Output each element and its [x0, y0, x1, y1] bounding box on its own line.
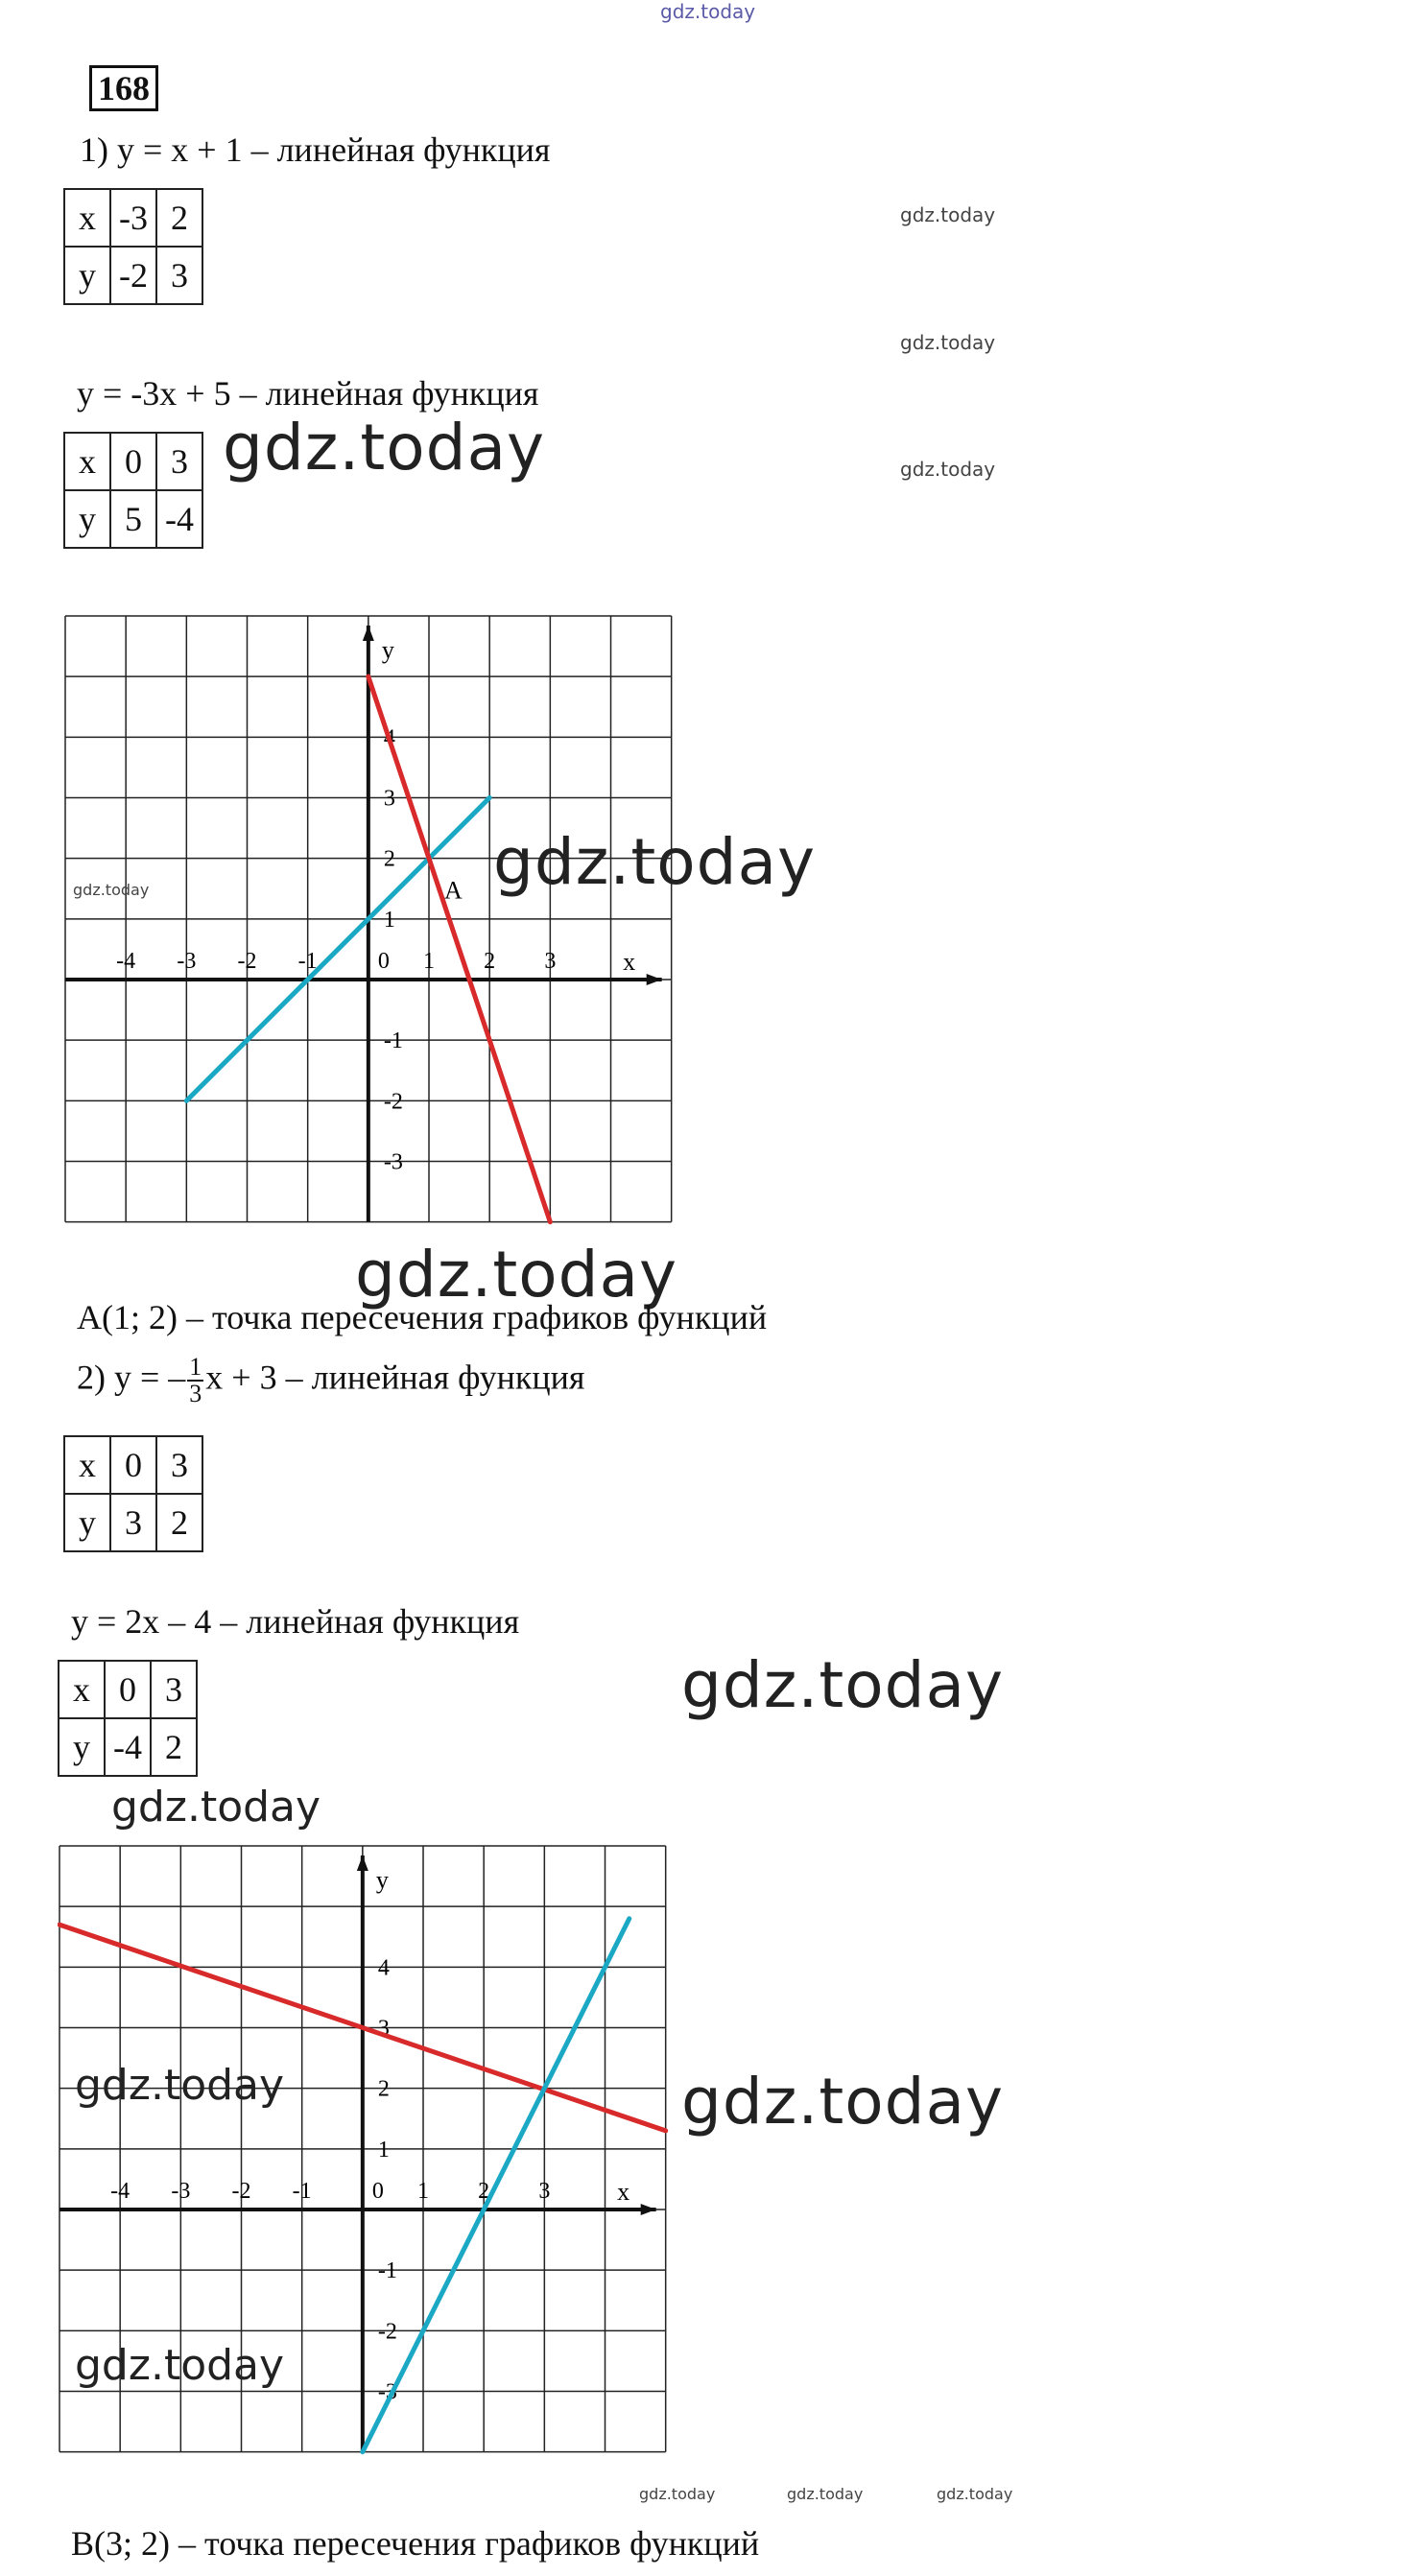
- x-tick-label: 0: [377, 949, 390, 975]
- x-tick-label: -2: [237, 949, 257, 975]
- watermark-small: gdz.today: [73, 881, 150, 899]
- table-cell: 0: [110, 1436, 156, 1494]
- x-tick-label: -3: [177, 949, 197, 975]
- x-tick-label: 0: [371, 2179, 384, 2205]
- table-cell: 3: [156, 1436, 202, 1494]
- table-cell: 3: [156, 247, 202, 304]
- y-tick-label: 2: [377, 2076, 390, 2102]
- x-axis-arrow: [641, 2204, 656, 2215]
- watermark-big: gdz.today: [223, 411, 546, 484]
- table-cell: 5: [110, 490, 156, 548]
- y-tick-label: 2: [383, 846, 395, 872]
- graph-part1: [63, 614, 676, 1233]
- table-row: [64, 189, 202, 247]
- watermark-big: gdz.today: [681, 2065, 1005, 2139]
- y-axis-arrow: [363, 626, 374, 641]
- table-row: [64, 433, 202, 490]
- watermark-big: gdz.today: [355, 1238, 678, 1312]
- fraction-one-third: [187, 1355, 203, 1406]
- y-tick-label: -1: [383, 1028, 403, 1054]
- y-tick-label: 4: [383, 725, 395, 751]
- part2-heading-2: y = 2x – 4 – линейная функция: [71, 1602, 520, 1641]
- table-cell: -4: [156, 490, 202, 548]
- part2-conclusion: B(3; 2) – точка пересечения графиков функций: [71, 2524, 760, 2563]
- x-tick-label: -1: [297, 949, 318, 975]
- y-tick-label: -1: [377, 2258, 397, 2284]
- y-tick-label: -3: [377, 2379, 397, 2405]
- table-cell: 0: [105, 1661, 151, 1718]
- watermark-mid: gdz.today: [75, 2061, 285, 2110]
- x-axis-label: x: [623, 948, 636, 977]
- y-tick-label: 3: [377, 2016, 390, 2042]
- part1-value-table-2: [63, 432, 203, 549]
- x-tick-label: 3: [544, 949, 557, 975]
- series-line: [363, 1919, 629, 2452]
- watermark-small: gdz.today: [937, 2485, 1013, 2503]
- x-tick-label: 3: [538, 2179, 551, 2205]
- table-cell: 2: [151, 1718, 197, 1776]
- table-cell: -2: [110, 247, 156, 304]
- watermark-mid: gdz.today: [111, 1783, 321, 1832]
- y-tick-label: 4: [377, 1955, 390, 1981]
- watermark-small: gdz.today: [787, 2485, 864, 2503]
- y-tick-label: -2: [377, 2319, 397, 2345]
- watermark-mid: gdz.today: [75, 2341, 285, 2390]
- table-cell: 3: [110, 1494, 156, 1551]
- x-tick-label: -3: [171, 2179, 191, 2205]
- table-cell: y: [64, 1494, 110, 1551]
- y-tick-label: 1: [377, 2137, 390, 2162]
- watermark-small: gdz.today: [900, 203, 996, 226]
- point-label: A: [444, 876, 463, 905]
- table-cell: -3: [110, 189, 156, 247]
- fraction-numerator: 1: [189, 1353, 202, 1381]
- y-tick-label: -2: [383, 1089, 403, 1115]
- x-tick-label: -2: [231, 2179, 251, 2205]
- table-cell: x: [64, 433, 110, 490]
- table-cell: y: [59, 1718, 105, 1776]
- table-cell: x: [59, 1661, 105, 1718]
- x-axis-arrow: [647, 974, 662, 985]
- y-tick-label: 1: [383, 907, 395, 933]
- table-row: [64, 247, 202, 304]
- part2-heading-prefix: 2) y = –: [77, 1358, 186, 1397]
- y-axis-label: y: [381, 636, 394, 665]
- x-tick-label: -4: [116, 949, 136, 975]
- table-row: [64, 1436, 202, 1494]
- part1-value-table-1: [63, 188, 203, 305]
- watermark-small: gdz.today: [639, 2485, 716, 2503]
- watermark-big: gdz.today: [681, 1648, 1005, 1722]
- watermark-big: gdz.today: [493, 825, 817, 899]
- part2-value-table-1: [63, 1435, 203, 1552]
- y-tick-label: 3: [383, 786, 395, 812]
- fraction-denominator: 3: [189, 1380, 202, 1407]
- part2-heading-suffix: x + 3 – линейная функция: [205, 1358, 585, 1397]
- series-line: [368, 676, 551, 1222]
- table-cell: 2: [156, 189, 202, 247]
- table-cell: 3: [156, 433, 202, 490]
- x-tick-label: 1: [423, 949, 436, 975]
- problem-number: 168: [89, 65, 158, 111]
- table-row: [64, 1494, 202, 1551]
- top-watermark: gdz.today: [660, 0, 756, 23]
- table-cell: x: [64, 189, 110, 247]
- x-tick-label: -4: [110, 2179, 131, 2205]
- table-row: [59, 1718, 197, 1776]
- y-tick-label: -3: [383, 1149, 403, 1175]
- x-tick-label: 2: [478, 2179, 490, 2205]
- y-axis-label: y: [375, 1866, 389, 1895]
- x-tick-label: 2: [484, 949, 496, 975]
- x-tick-label: -1: [292, 2179, 312, 2205]
- x-tick-label: 1: [417, 2179, 430, 2205]
- y-axis-arrow: [357, 1855, 368, 1871]
- table-cell: y: [64, 247, 110, 304]
- part2-heading: [77, 1355, 584, 1406]
- part2-value-table-2: [58, 1660, 198, 1777]
- part1-heading-2: y = -3x + 5 – линейная функция: [77, 374, 539, 413]
- table-cell: x: [64, 1436, 110, 1494]
- x-axis-label: x: [617, 2178, 630, 2207]
- table-cell: y: [64, 490, 110, 548]
- part1-conclusion: A(1; 2) – точка пересечения графиков функций: [77, 1298, 768, 1336]
- watermark-small: gdz.today: [900, 331, 996, 354]
- table-cell: 3: [151, 1661, 197, 1718]
- series-line: [186, 798, 489, 1101]
- table-cell: -4: [105, 1718, 151, 1776]
- table-row: [59, 1661, 197, 1718]
- watermark-small: gdz.today: [900, 458, 996, 481]
- part1-heading: 1) y = x + 1 – линейная функция: [80, 130, 551, 169]
- table-cell: 0: [110, 433, 156, 490]
- table-cell: 2: [156, 1494, 202, 1551]
- table-row: [64, 490, 202, 548]
